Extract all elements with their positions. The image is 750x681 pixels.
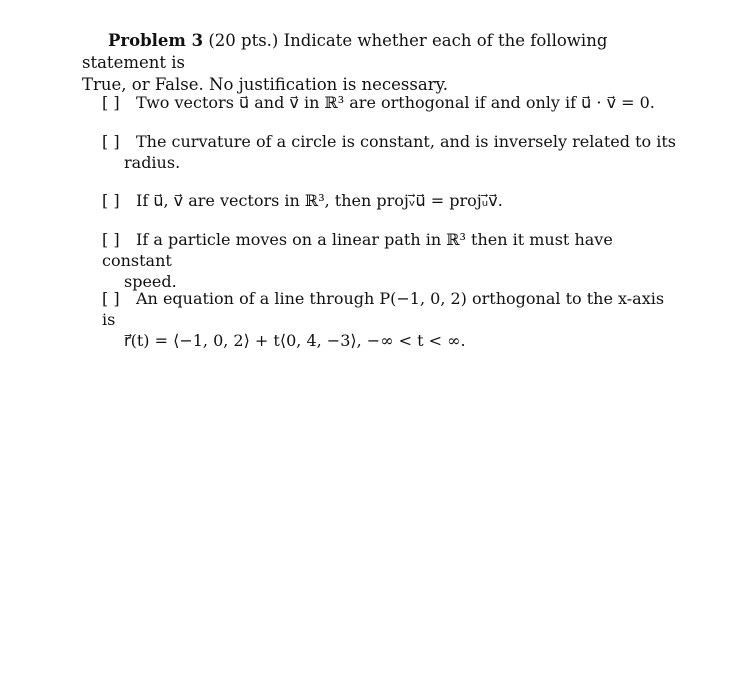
statement-5-text: An equation of a line through P(−1, 0, 2) orthogonal to the x-axis is	[102, 289, 665, 329]
answer-bracket[interactable]: [ ]	[102, 132, 120, 151]
statement-2-continuation: radius.	[124, 153, 181, 172]
answer-bracket[interactable]: [ ]	[102, 230, 120, 249]
problem-intro-line2: True, or False. No justification is necessary.	[82, 75, 448, 94]
answer-bracket[interactable]: [ ]	[102, 93, 120, 112]
statement-2	[102, 131, 682, 173]
problem-heading	[82, 30, 682, 96]
problem-title: Problem 3	[108, 31, 204, 50]
statement-2-text: The curvature of a circle is constant, and is inversely related to its	[136, 132, 676, 151]
problem-intro-line1: Indicate whether each of the following statement is	[82, 31, 608, 72]
statement-4-text: If a particle moves on a linear path in ℝ³ then it must have constant	[102, 230, 613, 270]
problem-points: (20 pts.)	[208, 31, 279, 50]
statement-1-text: Two vectors u⃗ and v⃗ in ℝ³ are orthogonal if and only if u⃗ · v⃗ = 0.	[136, 93, 655, 112]
answer-bracket[interactable]: [ ]	[102, 289, 120, 308]
statement-4-continuation: speed.	[124, 272, 177, 291]
answer-bracket[interactable]: [ ]	[102, 191, 120, 210]
statement-5	[102, 288, 682, 351]
statement-1	[102, 92, 682, 113]
statement-3	[102, 190, 682, 211]
statement-5-continuation: r⃗(t) = ⟨−1, 0, 2⟩ + t⟨0, 4, −3⟩, −∞ < t < ∞.	[124, 331, 466, 350]
statement-3-text: If u⃗, v⃗ are vectors in ℝ³, then projᵥ⃗u⃗ = projᵤ⃗v⃗.	[136, 191, 503, 210]
statement-4	[102, 229, 682, 292]
